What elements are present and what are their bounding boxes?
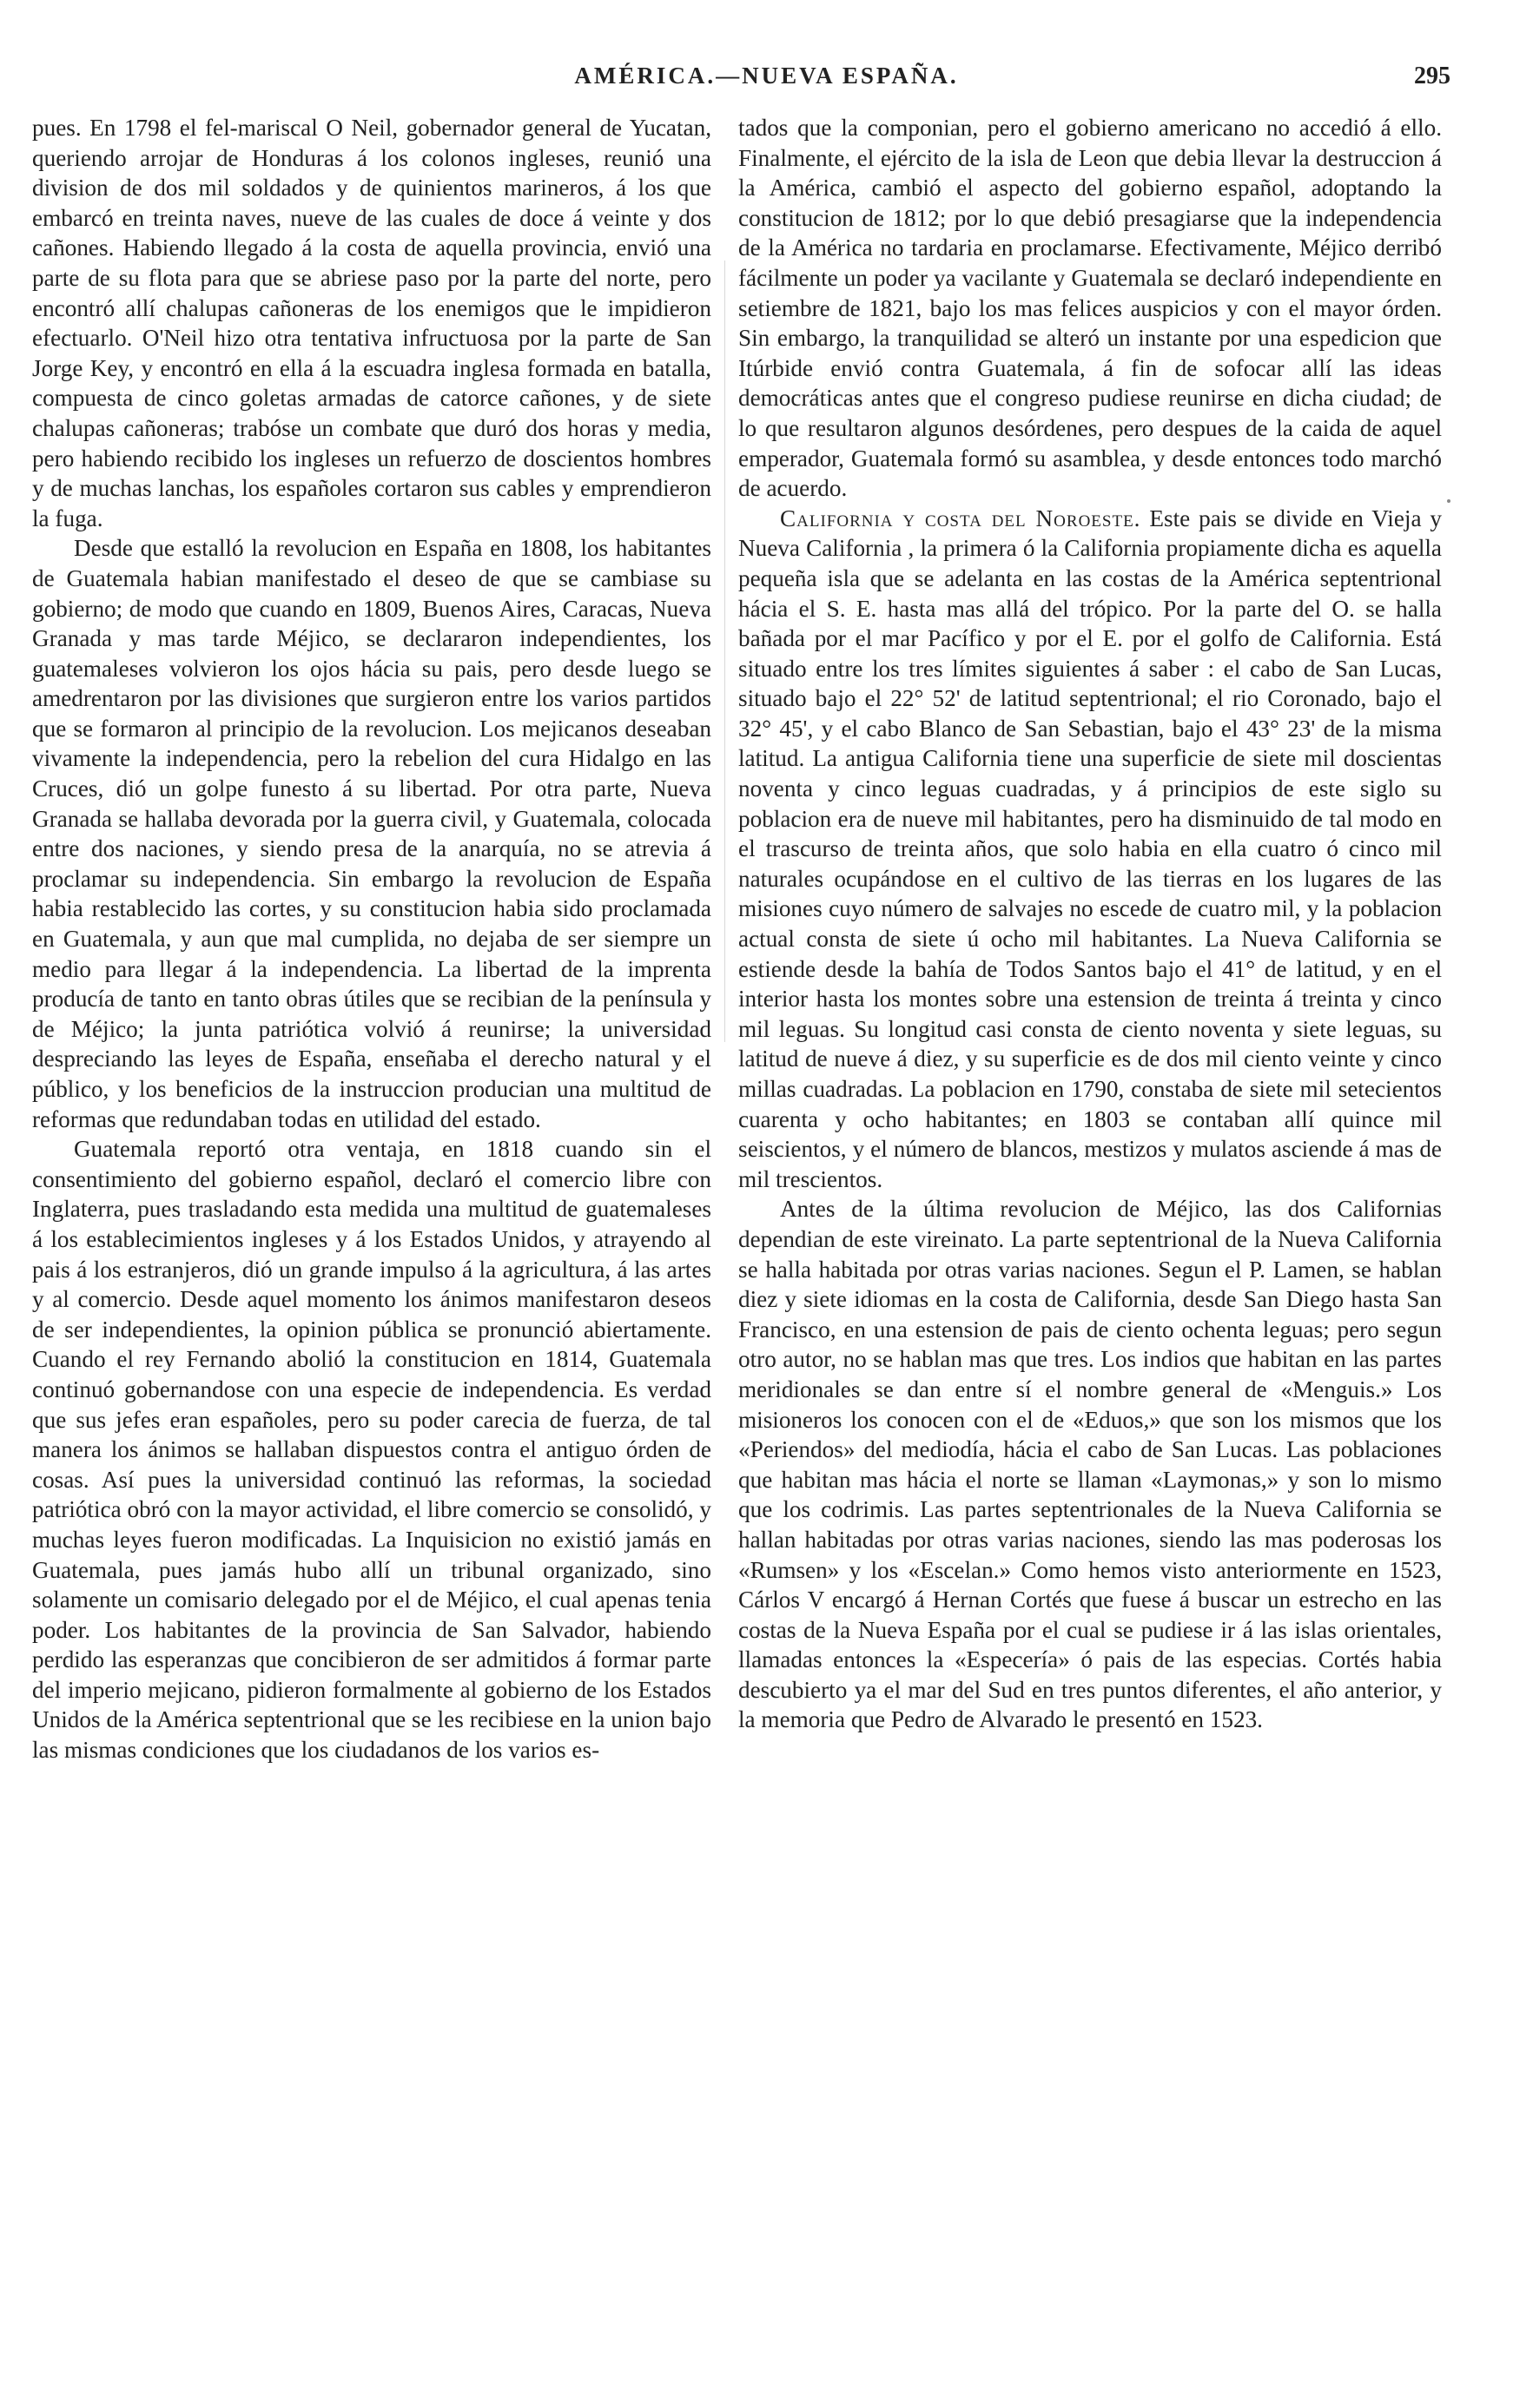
- right-column: [738, 113, 1442, 1735]
- section-paragraph: [738, 504, 1442, 1195]
- paragraph: Guatemala reportó otra ventaja, en 1818 cuando sin el consentimiento del gobierno español, declaró el comercio libre con Inglaterra, pues trasladando esta medida una multitud de guatemaleses á los establecimientos ingleses y á los Estados Unidos, y atrayendo al pais á los estranjeros, dió un grande impulso á la agricultura, á las artes y al comercio. Desde aquel momento los ánimos manifestaron deseos de ser independientes, la opinion pública se pronunció abiertamente. Cuando el rey Fernando abolió la constitucion en 1814, Guatemala continuó gobernandose con una especie de independencia. Es verdad que sus jefes eran españoles, pero su poder carecia de fuerza, de tal manera los ánimos se hallaban dispuestos contra el antiguo órden de cosas. Así pues la universidad continuó las reformas, la sociedad patriótica obró con la mayor actividad, el libre comercio se consolidó, y muchas leyes fueron modificadas. La Inquisicion no existió jamás en Guatemala, pues jamás hubo allí un tribunal organizado, sino solamente un comisario delegado por el de Méjico, el cual apenas tenia poder. Los habitantes de la provincia de San Salvador, habiendo perdido las esperanzas que concibieron de ser admitidos á formar parte del imperio mejicano, pidieron formalmente al gobierno de los Estados Unidos de la América septentrional que se les recibiese en la union bajo las mismas condiciones que los ciudadanos de los varios es-: [32, 1136, 711, 1764]
- page-header: [0, 63, 1533, 97]
- paragraph: Antes de la última revolucion de Méjico, las dos Californias dependian de este vireinato. La parte septentrional de la Nueva California se halla habitada por otras varias naciones. Segun el P. Lamen, se hablan diez y siete idiomas en la costa de California, desde San Diego hasta San Francisco, en una estension de pais de ciento ochenta leguas; pero segun otro autor, no se hablan mas que tres. Los indios que habitan en las partes meridionales se dan entre sí el nombre general de «Menguis.» Los misioneros los conocen con el de «Eduos,» que son los mismos que los «Periendos» del mediodía, hácia el cabo de San Lucas. Las poblaciones que habitan mas hácia el norte se llaman «Laymonas,» y son lo mismo que los codrimis. Las partes septentrionales de la Nueva California se hallan habitadas por otras varias naciones, siendo las mas poderosas los «Rumsen» y los «Escelan.» Como hemos visto anteriormente en 1523, Cárlos V encargó á Hernan Cortés que fuese á buscar un estrecho en las costas de la Nueva España por el cual se pudiese ir á las islas orientales, llamadas entonces la «Especería» ó pais de las especias. Cortés habia descubierto ya el mar del Sud en tres puntos diferentes, el año anterior, y la memoria que Pedro de Alvarado le presentó en 1523.: [738, 1196, 1442, 1733]
- page-number: 295: [1414, 63, 1450, 89]
- paragraph: pues. En 1798 el fel-mariscal O Neil, gobernador general de Yucatan, queriendo arrojar de Honduras á los colonos ingleses, reunió una division de dos mil soldados y de quinientos marineros, á los que embarcó en treinta naves, nueve de las cuales de doce á veinte y dos cañones. Habiendo llegado á la costa de aquella provincia, envió una parte de su flota para que se abriese paso por la parte del norte, pero encontró allí chalupas cañoneras de los enemigos que le impidieron efectuarlo. O'Neil hizo otra tentativa infructuosa por la parte de San Jorge Key, y encontró en ella á la escuadra inglesa formada en batalla, compuesta de cinco goletas armadas de catorce cañones, y de siete chalupas cañoneras; trabóse un combate que duró dos horas y media, pero habiendo recibido los ingleses un refuerzo de doscientos hombres y de muchas lanchas, los españoles cortaron sus cables y emprendieron la fuga.: [32, 115, 711, 531]
- paragraph: Desde que estalló la revolucion en España en 1808, los habitantes de Guatemala habian manifestado el deseo de que se cambiase su gobierno; de modo que cuando en 1809, Buenos Aires, Caracas, Nueva Granada y mas tarde Méjico, se declararon independientes, los guatemaleses volvieron los ojos hácia su pais, pero desde luego se amedrentaron por las divisiones que surgieron entre los varios partidos que se formaron al principio de la revolucion. Los mejicanos deseaban vivamente la independencia, pero la rebelion del cura Hidalgo en las Cruces, dió un golpe funesto á su libertad. Por otra parte, Nueva Granada se hallaba devorada por la guerra civil, y Guatemala, colocada entre dos naciones, y siendo presa de la anarquía, no se atrevia á proclamar su independencia. Sin embargo la revolucion de España habia restablecido las cortes, y su constitucion habia sido proclamada en Guatemala, y aun que mal cumplida, no dejaba de ser siempre un medio para llegar á la independencia. La libertad de la imprenta producía de tanto en tanto obras útiles que se recibian de la península y de Méjico; la junta patriótica volvió á reunirse; la universidad despreciando las leyes de España, enseñaba el derecho natural y el público, y los beneficios de la instruccion producian una multitud de reformas que redundaban todas en utilidad del estado.: [32, 535, 711, 1132]
- section-text: Este pais se divide en Vieja y Nueva California , la primera ó la California propiamente dicha es aquella pequeña isla que se adelanta en las costas de la América septentrional hácia el S. E. hasta mas allá del trópico. Por la parte del O. se halla bañada por el mar Pacífico y por el E. por el golfo de California. Está situado entre los tres límites siguientes á saber : el cabo de San Lucas, situado bajo el 22° 52' de latitud septentrional; el rio Coronado, bajo el 32° 45', y el cabo Blanco de San Sebastian, bajo el 43° 23' de la misma latitud. La antigua California tiene una superficie de siete mil doscientas noventa y cinco leguas cuadradas, y á principios de este siglo su poblacion era de nueve mil habitantes, pero ha disminuido de tal modo en el trascurso de treinta años, que solo habia en ella cuatro ó cinco mil naturales ocupándose en el cultivo de las tierras en los lugares de las misiones cuyo número de salvajes no escede de cuatro mil, y la poblacion actual consta de siete ú ocho mil habitantes. La Nueva California se estiende desde la bahía de Todos Santos bajo el 41° de latitud, y en el interior hasta los montes sobre una estension de treinta á treinta y cinco mil leguas. Su longitud casi consta de ciento noventa y siete leguas, su latitud de nueve á diez, y su superficie es de dos mil ciento veinte y cinco millas cuadradas. La poblacion en 1790, constaba de siete mil setecientos cuarenta y ocho habitantes; en 1803 se contaban allí quince mil seiscientos, y el número de blancos, mestizos y mulatos asciende á mas de mil trescientos.: [738, 505, 1443, 1192]
- section-heading: California y costa del Noroeste.: [780, 505, 1141, 531]
- column-divider: [724, 261, 725, 1042]
- paragraph: tados que la componian, pero el gobierno americano no accedió á ello. Finalmente, el ejército de la isla de Leon que debia llevar la destruccion á la América, cambió el aspecto del gobierno español, adoptando la constitucion de 1812; por lo que debió presagiarse que la independencia de la América no tardaria en proclamarse. Efectivamente, Méjico derribó fácilmente un poder ya vacilante y Guatemala se declaró independiente en setiembre de 1821, bajo los mas felices auspicios y con el mayor órden. Sin embargo, la tranquilidad se alteró un instante por una espedicion que Itúrbide envió contra Guatemala, á fin de sofocar allí las ideas democráticas antes que el congreso pudiese reunirse en dicha ciudad; de lo que resultaron algunos desórdenes, pero despues de la caida de aquel emperador, Guatemala formó su asamblea, y desde entonces todo marchó de acuerdo.: [738, 115, 1442, 502]
- margin-mark: [1447, 499, 1450, 503]
- running-title: AMÉRICA.—NUEVA ESPAÑA.: [574, 63, 959, 89]
- left-column: [32, 113, 711, 1765]
